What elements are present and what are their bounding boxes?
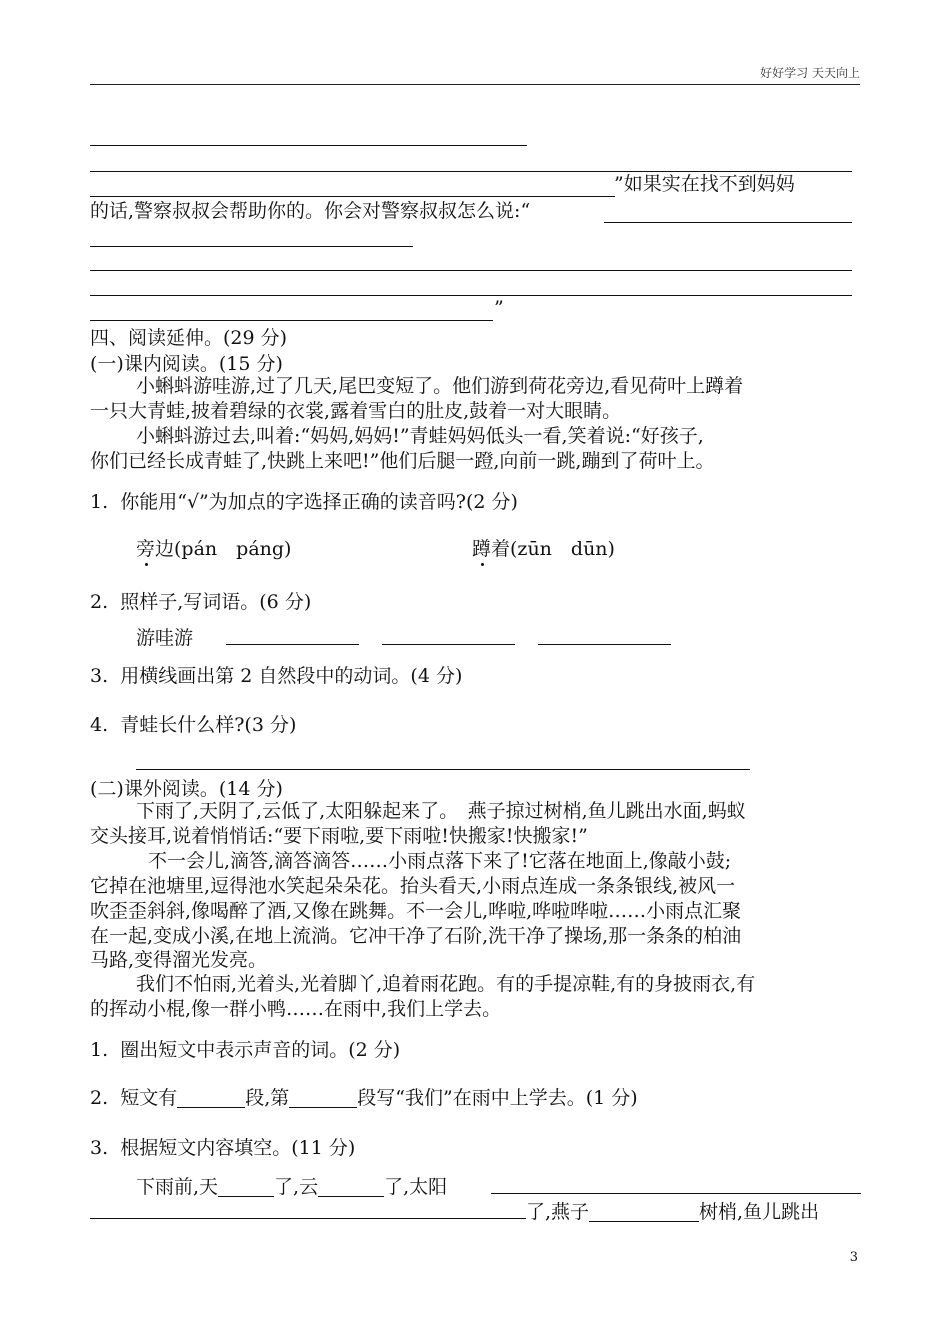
passage-line: 你们已经长成青蛙了,快跳上来吧!”他们后腿一蹬,向前一跳,蹦到了荷叶上。 xyxy=(90,450,715,472)
answer-blank[interactable] xyxy=(218,1177,274,1197)
pinyin-choices[interactable]: 边(pán páng) xyxy=(155,538,292,560)
example-word: 游哇游 xyxy=(136,627,194,649)
question-text: 照样子,写词语。(6 分) xyxy=(120,591,312,613)
part1-title: (一)课内阅读。(15 分) xyxy=(90,353,283,375)
pinyin-choices[interactable]: 着(zūn dūn) xyxy=(491,538,615,560)
question-number: 3. xyxy=(90,665,109,687)
answer-line xyxy=(604,222,852,223)
answer-blank[interactable] xyxy=(589,1202,699,1222)
fill-text: 了,云 xyxy=(274,1176,319,1198)
answer-blank[interactable] xyxy=(538,644,671,645)
answer-blank[interactable] xyxy=(382,644,515,645)
answer-blank[interactable] xyxy=(90,1218,526,1219)
writing-line-tail: ”如果实在找不到妈妈 xyxy=(614,173,795,195)
answer-blank[interactable] xyxy=(491,1193,861,1194)
answer-line xyxy=(90,270,852,271)
fill-text: 了,燕子 xyxy=(526,1201,590,1223)
answer-blank[interactable] xyxy=(289,1088,357,1108)
answer-line xyxy=(90,246,413,247)
question-text: 根据短文内容填空。(11 分) xyxy=(120,1137,356,1159)
passage-line: 不一会儿,滴答,滴答滴答……小雨点落下来了!它落在地面上,像敲小鼓; xyxy=(148,850,732,872)
question-text: 段,第 xyxy=(245,1087,290,1109)
dotted-char: 蹲 xyxy=(472,538,492,560)
answer-line xyxy=(90,295,852,296)
question-1 xyxy=(90,487,518,514)
answer-blank[interactable] xyxy=(226,644,359,645)
question-text: 用横线画出第 2 自然段中的动词。(4 分) xyxy=(120,665,463,687)
fill-line-2 xyxy=(526,1197,819,1224)
passage-line: 吹歪歪斜斜,像喝醉了酒,又像在跳舞。不一会儿,哗啦,哗啦哗啦……小雨点汇聚 xyxy=(90,900,742,922)
question-text: 短文有 xyxy=(120,1087,178,1109)
passage-line: 它掉在池塘里,逗得池水笑起朵朵花。抬头看天,小雨点连成一条条银线,被风一 xyxy=(90,875,736,897)
question-text: 你能用“√”为加点的字选择正确的读音吗?(2 分) xyxy=(120,491,518,513)
passage-line: 马路,变得溜光发亮。 xyxy=(90,949,268,971)
question-3 xyxy=(90,661,462,688)
question-number: 2. xyxy=(90,591,109,613)
question-text: 段写“我们”在雨中上学去。(1 分) xyxy=(357,1087,638,1109)
part2-title: (二)课外阅读。(14 分) xyxy=(90,778,283,800)
passage-line: 交头接耳,说着悄悄话:“要下雨啦,要下雨啦!快搬家!快搬家!” xyxy=(90,825,588,847)
passage-line: 小蝌蚪游过去,叫着:“妈妈,妈妈!”青蛙妈妈低头一看,笑着说:“好孩子, xyxy=(136,425,704,447)
passage-line: 下雨了,天阴了,云低了,太阳躲起来了。 燕子掠过树梢,鱼儿跳出水面,蚂蚁 xyxy=(136,800,746,822)
question-4 xyxy=(90,710,296,737)
answer-blank[interactable] xyxy=(318,1177,384,1197)
question-1 xyxy=(90,1035,400,1062)
fill-text: 树梢,鱼儿跳出 xyxy=(699,1201,820,1223)
question-number: 4. xyxy=(90,714,109,736)
question-number: 3. xyxy=(90,1137,109,1159)
question-text: 圈出短文中表示声音的词。(2 分) xyxy=(120,1039,401,1061)
passage-line: 我们不怕雨,光着头,光着脚丫,追着雨花跑。有的手提凉鞋,有的身披雨衣,有 xyxy=(136,973,756,995)
answer-line[interactable] xyxy=(136,769,750,770)
question-text: 青蛙长什么样?(3 分) xyxy=(120,714,297,736)
fill-text: 下雨前,天 xyxy=(136,1176,219,1198)
passage-line: 小蝌蚪游哇游,过了几天,尾巴变短了。他们游到荷花旁边,看见荷叶上蹲着 xyxy=(136,375,744,397)
answer-line xyxy=(90,320,493,321)
passage-line: 的挥动小棍,像一群小鸭……在雨中,我们上学去。 xyxy=(90,998,502,1020)
section-title: 四、阅读延伸。(29 分) xyxy=(90,327,288,349)
pinyin-option-2 xyxy=(472,534,615,561)
question-2 xyxy=(90,587,311,614)
question-3 xyxy=(90,1133,355,1160)
header-rule xyxy=(90,84,860,85)
page-number: 3 xyxy=(849,1250,858,1265)
passage-line: 在一起,变成小溪,在地上流淌。它冲干净了石阶,洗干净了操场,那一条条的柏油 xyxy=(90,925,742,947)
answer-blank[interactable] xyxy=(177,1088,245,1108)
question-number: 2. xyxy=(90,1087,109,1109)
pinyin-option-1 xyxy=(136,534,291,561)
dotted-char: 旁 xyxy=(136,538,156,560)
answer-line xyxy=(90,145,527,146)
passage-line: 一只大青蛙,披着碧绿的衣裳,露着雪白的肚皮,鼓着一对大眼睛。 xyxy=(90,400,622,422)
writing-prompt: 的话,警察叔叔会帮助你的。你会对警察叔叔怎么说:“ xyxy=(90,200,531,222)
question-number: 1. xyxy=(90,1039,109,1061)
fill-text: 了,太阳 xyxy=(384,1176,448,1198)
question-number: 1. xyxy=(90,491,109,513)
question-2 xyxy=(90,1083,638,1110)
fill-line-1 xyxy=(136,1172,447,1199)
header-motto: 好好学习 天天向上 xyxy=(760,66,860,80)
end-quote: ” xyxy=(494,297,504,319)
answer-line xyxy=(90,196,615,197)
